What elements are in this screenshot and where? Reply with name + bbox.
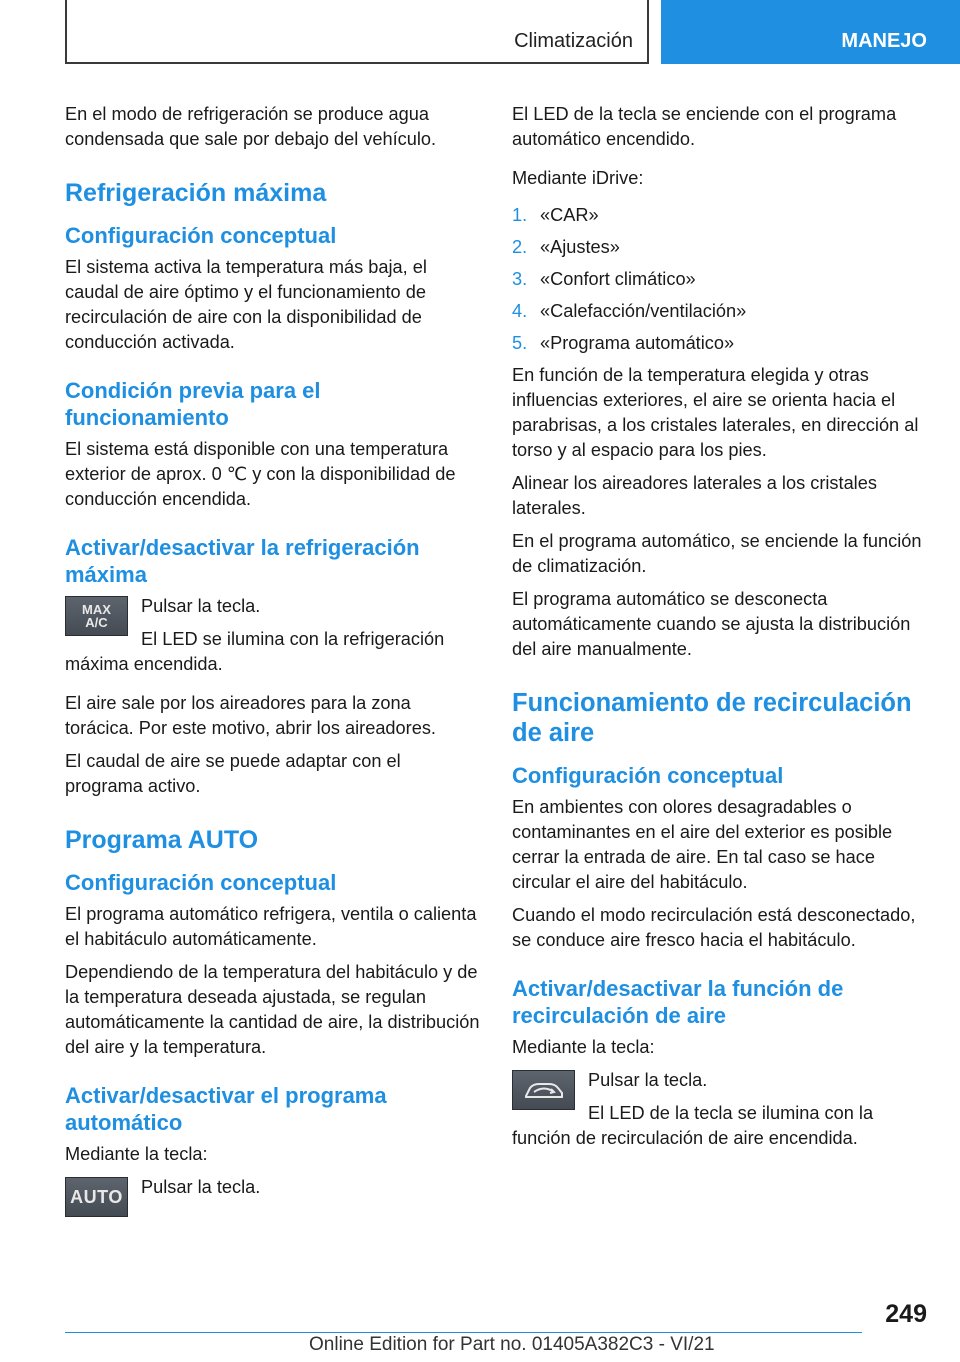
paragraph-recirc-2: Cuando el modo recirculación está desconectado, se conduce aire fresco hacia el habitáculo. (512, 905, 916, 950)
car-recirculation-icon (520, 1077, 568, 1103)
heading-concept-auto: Configuración conceptual (65, 870, 337, 895)
heading-toggle-auto: Activar/desactivar el programa automático (65, 1083, 387, 1135)
paragraph-recirc-1: En ambientes con olores desagradables o contaminantes en el aire del exterior es posible cerrar la entrada de aire. En tal caso se hace circular el aire del habitáculo. (512, 797, 893, 892)
paragraph-led-auto: El LED de la tecla se enciende con el programa automático encendido. (512, 104, 897, 149)
paragraph-press-key-auto: Pulsar la tecla. (141, 1177, 261, 1197)
heading-concept-recirc: Configuración conceptual (512, 763, 784, 788)
paragraph-press-key-max: Pulsar la tecla. (141, 596, 261, 616)
paragraph-air-flow: El caudal de aire se puede adaptar con el programa activo. (65, 751, 401, 796)
paragraph-condensation: En el modo de refrigeración se produce agua condensada que sale por debajo del vehículo. (65, 104, 437, 149)
paragraph-idrive: Mediante iDrive: (512, 168, 644, 188)
header-section-box (65, 0, 649, 64)
heading-recirculation: Funcionamiento de recirculación de aire (512, 689, 912, 747)
chapter-title: MANEJO (841, 30, 927, 52)
auto-key-label: AUTO (70, 1186, 123, 1207)
recirc-key-row (512, 1068, 927, 1159)
auto-key-icon (65, 1177, 128, 1217)
paragraph-concept-max: El sistema activa la temperatura más baja, el caudal de aire óptimo y el funcionamiento de recirculación de aire con la disponibilidad de conducción activada. (65, 257, 427, 352)
paragraph-auto-off: El programa automático se desconecta automáticamente cuando se ajusta la distribución del aire manualmente. (512, 589, 911, 659)
max-ac-key-label-top: MAX (82, 602, 111, 617)
footer-edition: Online Edition for Part no. 01405A382C3 - VI/21 (309, 1334, 715, 1355)
idrive-steps-list (512, 203, 927, 356)
list-item: 4. «Calefacción/ventilación» (512, 301, 747, 321)
paragraph-air-direction: En función de la temperatura elegida y otras influencias exteriores, el aire se orienta hacia el parabrisas, a los cristales laterales, en dirección al torso y al espacio para los pies. (512, 365, 919, 460)
heading-toggle-max: Activar/desactivar la refrigeración máxima (65, 535, 420, 587)
paragraph-auto-2: Dependiendo de la temperatura del habitáculo y de la temperatura deseada ajustada, se regulan automáticamente la cantidad de aire, la distribución del aire y la temperatura. (65, 962, 480, 1057)
paragraph-precondition: El sistema está disponible con una temperatura exterior de aprox. 0 ℃ y con la disponibilidad de conducción encendida. (65, 439, 456, 509)
paragraph-led-recirc: El LED de la tecla se ilumina con la función de recirculación de aire encendida. (512, 1103, 874, 1148)
heading-concept-max: Configuración conceptual (65, 223, 337, 248)
paragraph-air-out: El aire sale por los aireadores para la zona torácica. Por este motivo, abrir los aireadores. (65, 693, 436, 738)
left-column (65, 102, 483, 1221)
paragraph-press-key-recirc: Pulsar la tecla. (588, 1070, 708, 1090)
heading-precondition: Condición previa para el funcionamiento (65, 378, 321, 430)
list-item: 2. «Ajustes» (512, 237, 620, 257)
heading-toggle-recirc: Activar/desactivar la función de recirculación de aire (512, 976, 844, 1028)
right-column (512, 102, 927, 1159)
footer-divider (65, 1332, 862, 1333)
list-item: 5. «Programa automático» (512, 333, 735, 353)
list-item: 3. «Confort climático» (512, 269, 696, 289)
recirculation-key-icon (512, 1070, 575, 1110)
page-number: 249 (885, 1300, 927, 1328)
max-ac-key-label-bottom: A/C (85, 615, 108, 630)
heading-auto-program: Programa AUTO (65, 826, 259, 854)
heading-max-cooling: Refrigeración máxima (65, 179, 327, 207)
paragraph-auto-1: El programa automático refrigera, ventila o calienta el habitáculo automáticamente. (65, 904, 477, 949)
auto-key-row (65, 1175, 483, 1221)
paragraph-align-vents: Alinear los aireadores laterales a los cristales laterales. (512, 473, 877, 518)
max-ac-key-row (65, 594, 483, 691)
paragraph-auto-on: En el programa automático, se enciende la función de climatización. (512, 531, 922, 576)
chapter-tab (661, 0, 960, 64)
list-item: 1. «CAR» (512, 205, 599, 225)
paragraph-via-key-auto: Mediante la tecla: (65, 1144, 208, 1164)
paragraph-led-max: El LED se ilumina con la refrigeración máxima encendida. (65, 629, 445, 674)
max-ac-key-icon (65, 596, 128, 636)
section-title: Climatización (514, 30, 633, 52)
paragraph-via-key-recirc: Mediante la tecla: (512, 1037, 655, 1057)
